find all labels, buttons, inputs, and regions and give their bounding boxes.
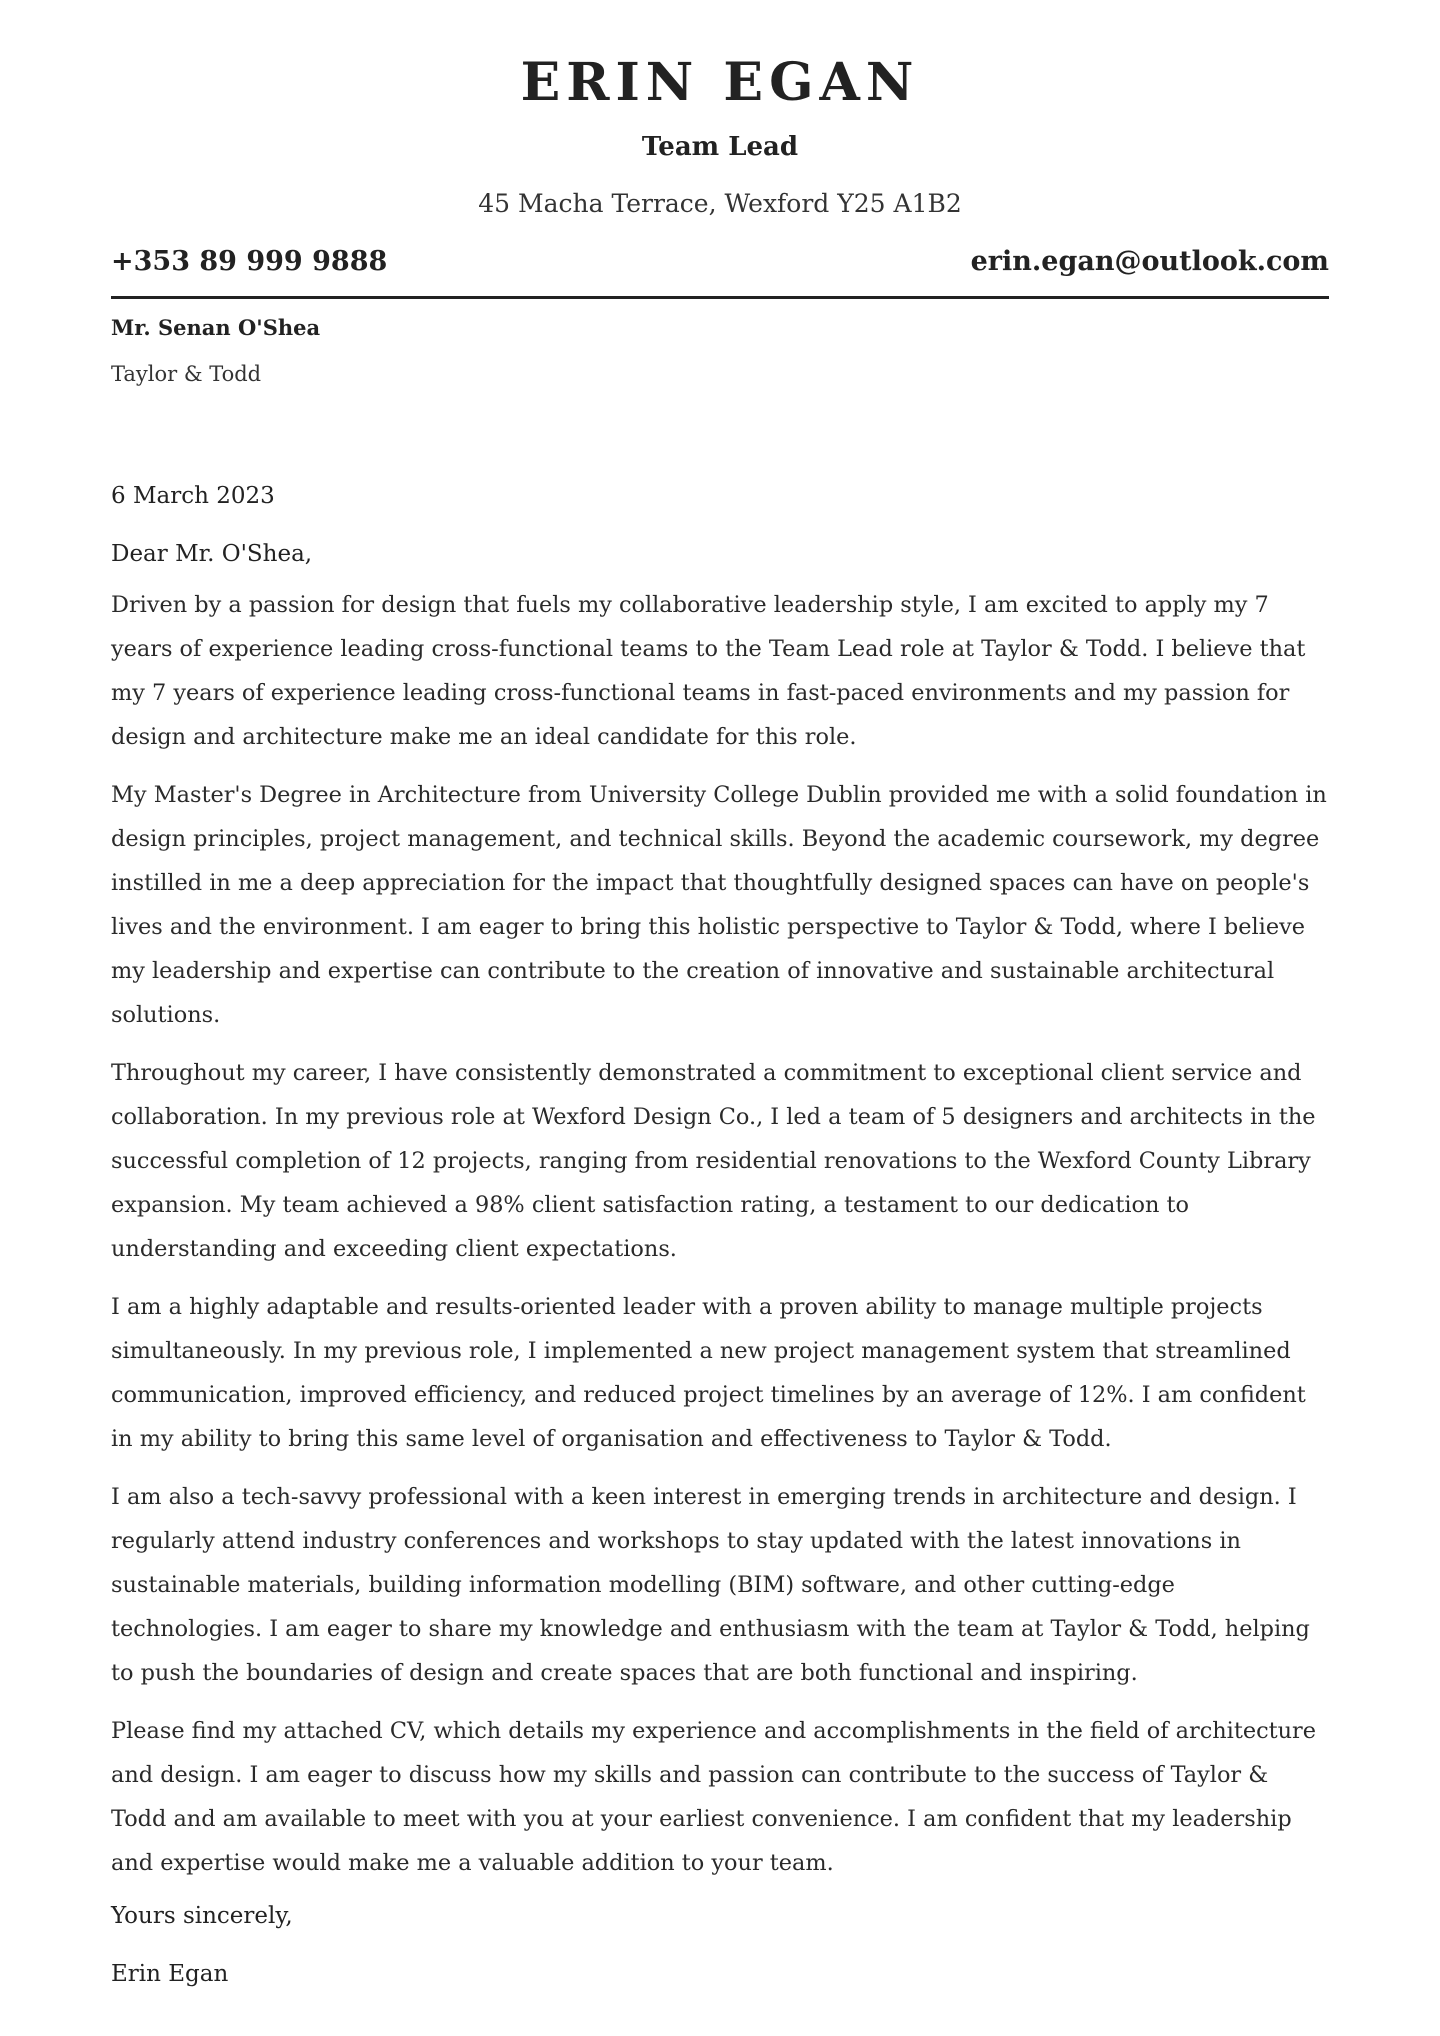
applicant-name: ERIN EGAN bbox=[520, 52, 920, 113]
email-address: erin.egan@outlook.com bbox=[970, 246, 1329, 277]
body-paragraph: Throughout my career, I have consistently demonstrated a commitment to exceptional client service and collaboration. In my previous role at Wexford Design Co., I led a team of 5 designers and architects in the successful completion of 12 projects, ranging from residential renovations to the Wexford County Library expansion. My team achieved a 98% client satisfaction rating, a testament to our dedication to understanding and exceeding client expectations. bbox=[111, 1060, 1316, 1262]
body-paragraph: Driven by a passion for design that fuels my collaborative leadership style, I am excited to apply my 7 years of experience leading cross-functional teams to the Team Lead role at Taylor & Todd. I believe that my 7 years of experience leading cross-functional teams in fast-paced environments and my passion for design and architecture make me an ideal candidate for this role. bbox=[111, 592, 1306, 750]
body-paragraph: I am also a tech-savvy professional with a keen interest in emerging trends in architecture and design. I regularly attend industry conferences and workshops to stay updated with the latest innovations in sustainable materials, building information modelling (BIM) software, and other cutting-edge technologies. I am eager to share my knowledge and enthusiasm with the team at Taylor & Todd, helping to push the boundaries of design and create spaces that are both functional and inspiring. bbox=[111, 1484, 1310, 1686]
contact-row bbox=[111, 244, 1329, 299]
phone-number: +353 89 999 9888 bbox=[111, 246, 388, 277]
recipient-company: Taylor & Todd bbox=[111, 362, 262, 386]
letter-body bbox=[111, 583, 1329, 1885]
closing: Yours sincerely, bbox=[111, 1903, 293, 1929]
letter-date: 6 March 2023 bbox=[111, 483, 275, 509]
body-paragraph: I am a highly adaptable and results-oriented leader with a proven ability to manage multiple projects simultaneously. In my previous role, I implemented a new project management system that streamlined communication, improved efficiency, and reduced project timelines by an average of 12%. I am confident in my ability to bring this same level of organisation and effectiveness to Taylor & Todd. bbox=[111, 1294, 1306, 1452]
recipient-name: Mr. Senan O'Shea bbox=[111, 315, 321, 340]
recipient-block bbox=[111, 313, 1329, 389]
body-paragraph: Please find my attached CV, which details my experience and accomplishments in the field of architecture and design. I am eager to discuss how my skills and passion can contribute to the success of Taylor & Todd and am available to meet with you at your earliest convenience. I am confident that my leadership and expertise would make me a valuable addition to your team. bbox=[111, 1718, 1316, 1876]
job-title: Team Lead bbox=[641, 132, 799, 162]
salutation: Dear Mr. O'Shea, bbox=[111, 541, 313, 567]
signature: Erin Egan bbox=[111, 1961, 229, 1987]
body-paragraph: My Master's Degree in Architecture from University College Dublin provided me with a solid foundation in design principles, project management, and technical skills. Beyond the academic coursework, my degree instilled in me a deep appreciation for the impact that thoughtfully designed spaces can have on people's lives and the environment. I am eager to bring this holistic perspective to Taylor & Todd, where I believe my leadership and expertise can contribute to the creation of innovative and sustainable architectural solutions. bbox=[111, 782, 1327, 1028]
applicant-address: 45 Macha Terrace, Wexford Y25 A1B2 bbox=[478, 189, 962, 218]
